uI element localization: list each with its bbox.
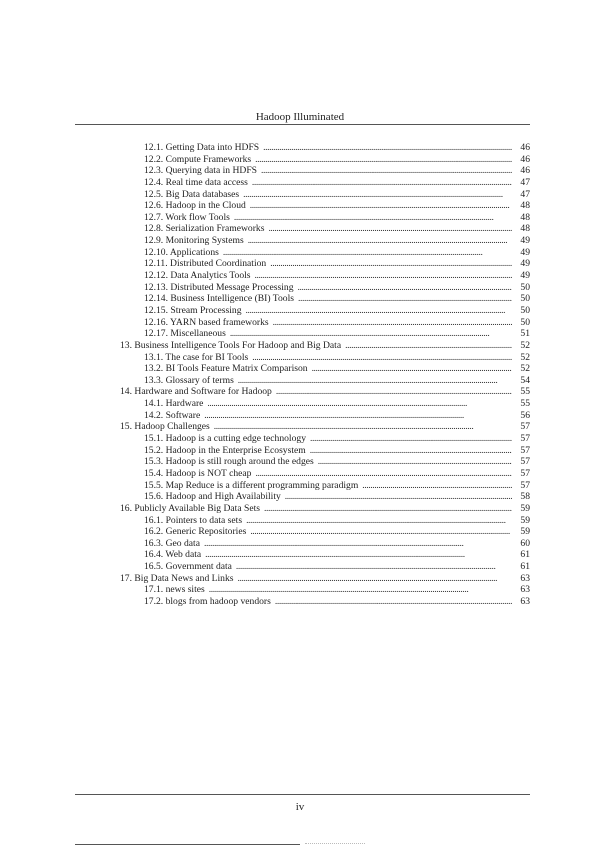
toc-dot-leader <box>246 305 512 317</box>
toc-section-link[interactable] <box>0 596 600 608</box>
toc-page-number: 49 <box>520 246 530 258</box>
toc-dot-leader <box>230 328 512 340</box>
toc-dot-leader <box>298 293 512 305</box>
toc-dot-leader <box>252 177 512 189</box>
next-page-edge-faint <box>305 843 365 844</box>
toc-section-link[interactable] <box>0 258 600 270</box>
toc-section-link[interactable] <box>0 293 600 305</box>
toc-dot-leader <box>270 258 512 270</box>
toc-dot-leader <box>263 142 512 154</box>
toc-section-link[interactable] <box>0 154 600 166</box>
toc-entry-title: 12.3. Querying data in HDFS <box>144 165 257 177</box>
toc-dot-leader <box>243 189 512 201</box>
toc-section-link[interactable] <box>0 375 600 387</box>
toc-entry-title: 12.12. Data Analytics Tools <box>144 270 251 282</box>
toc-page-number: 55 <box>520 386 530 398</box>
footer-divider <box>75 794 530 795</box>
toc-page-number: 51 <box>520 328 530 340</box>
toc-section-link[interactable] <box>0 526 600 538</box>
toc-entry-title: 12.1. Getting Data into HDFS <box>144 142 260 153</box>
toc-dot-leader <box>273 317 512 329</box>
toc-section-link[interactable] <box>0 445 600 457</box>
toc-dot-leader <box>209 584 512 596</box>
toc-chapter-link[interactable] <box>0 503 600 515</box>
toc-page-number: 46 <box>520 153 530 165</box>
toc-section-link[interactable] <box>0 515 600 527</box>
toc-dot-leader <box>205 549 512 561</box>
toc-entry-title: 12.14. Business Intelligence (BI) Tools <box>144 293 294 305</box>
toc-entry-title: 12.11. Distributed Coordination <box>144 258 267 270</box>
toc-page-number: 57 <box>520 479 530 491</box>
toc-entry-title: 16.1. Pointers to data sets <box>144 514 243 526</box>
toc-page-number: 63 <box>520 572 530 584</box>
toc-entry-title: 12.15. Stream Processing <box>144 304 242 316</box>
toc-dot-leader <box>207 398 512 410</box>
toc-dot-leader <box>276 386 512 398</box>
toc-entry-title: 15.2. Hadoop in the Enterprise Ecosystem <box>144 444 306 456</box>
toc-page-number: 63 <box>520 595 530 607</box>
toc-entry-title: 16.5. Government data <box>144 561 232 573</box>
toc-chapter-link[interactable] <box>0 421 600 433</box>
toc-page-number: 52 <box>520 339 530 351</box>
toc-page-number: 57 <box>520 421 530 433</box>
toc-section-link[interactable] <box>0 165 600 177</box>
toc-section-link[interactable] <box>0 223 600 235</box>
toc-entry-title: 15. Hadoop Challenges <box>120 421 210 433</box>
toc-section-link[interactable] <box>0 584 600 596</box>
toc-page-number: 59 <box>520 502 530 514</box>
toc-entry-title: 17.2. blogs from hadoop vendors <box>144 595 271 607</box>
toc-page-number: 60 <box>520 537 530 549</box>
toc-dot-leader <box>275 596 512 608</box>
toc-dot-leader <box>312 363 512 375</box>
toc-dot-leader <box>255 468 512 480</box>
toc-page-number: 46 <box>520 165 530 177</box>
toc-entry-title: 17.1. news sites <box>144 584 205 596</box>
toc-page-number: 57 <box>520 467 530 479</box>
toc-entry-title: 14.2. Software <box>144 409 201 421</box>
toc-page-number: 47 <box>520 188 530 200</box>
toc-page-number: 48 <box>520 223 530 235</box>
toc-section-link[interactable] <box>0 538 600 550</box>
toc-dot-leader <box>223 247 512 259</box>
toc-section-link[interactable] <box>0 352 600 364</box>
toc-chapter-link[interactable] <box>0 340 600 352</box>
toc-entry-title: 15.5. Map Reduce is a different programming paradigm <box>144 479 359 491</box>
toc-dot-leader <box>268 223 512 235</box>
toc-dot-leader <box>261 165 512 177</box>
toc-dot-leader <box>310 433 512 445</box>
toc-section-link[interactable] <box>0 212 600 224</box>
toc-page-number: 50 <box>520 304 530 316</box>
running-header: Hadoop Illuminated <box>255 111 345 123</box>
toc-entry-title: 13.2. BI Tools Feature Matrix Comparison <box>144 363 308 375</box>
toc-section-link[interactable] <box>0 282 600 294</box>
toc-entry-title: 16.3. Geo data <box>144 537 200 549</box>
toc-section-link[interactable] <box>0 142 600 154</box>
toc-page-number: 50 <box>520 281 530 293</box>
toc-section-link[interactable] <box>0 561 600 573</box>
toc-entry-title: 12.13. Distributed Message Processing <box>144 281 294 293</box>
toc-page-number: 48 <box>520 200 530 212</box>
toc-section-link[interactable] <box>0 363 600 375</box>
toc-page-number: 57 <box>520 444 530 456</box>
toc-page-number: 56 <box>520 409 530 421</box>
next-page-edge <box>75 844 300 845</box>
table-of-contents <box>0 142 600 608</box>
toc-entry-title: 14.1. Hardware <box>144 398 204 410</box>
toc-page-number: 48 <box>520 211 530 223</box>
toc-page-number: 46 <box>520 142 530 153</box>
toc-dot-leader <box>362 480 512 492</box>
toc-page-number: 61 <box>520 549 530 561</box>
toc-dot-leader <box>236 561 512 573</box>
toc-page-number: 47 <box>520 176 530 188</box>
toc-entry-title: 14. Hardware and Software for Hadoop <box>120 386 272 398</box>
toc-section-link[interactable] <box>0 177 600 189</box>
toc-entry-title: 16.2. Generic Repositories <box>144 526 247 538</box>
toc-dot-leader <box>238 573 512 585</box>
toc-dot-leader <box>248 235 512 247</box>
toc-page-number: 49 <box>520 270 530 282</box>
toc-entry-title: 13. Business Intelligence Tools For Hadoop and Big Data <box>120 339 342 351</box>
toc-entry-title: 12.6. Hadoop in the Cloud <box>144 200 246 212</box>
toc-section-link[interactable] <box>0 491 600 503</box>
toc-page-number: 50 <box>520 293 530 305</box>
toc-section-link[interactable] <box>0 200 600 212</box>
page-number: iv <box>295 801 305 813</box>
toc-section-link[interactable] <box>0 468 600 480</box>
toc-section-link[interactable] <box>0 328 600 340</box>
toc-dot-leader <box>345 340 512 352</box>
toc-section-link[interactable] <box>0 398 600 410</box>
header-divider <box>75 124 530 125</box>
toc-dot-leader <box>246 515 512 527</box>
toc-page-number: 52 <box>520 351 530 363</box>
toc-entry-title: 13.3. Glossary of terms <box>144 374 234 386</box>
toc-dot-leader <box>234 212 512 224</box>
toc-dot-leader <box>255 154 512 166</box>
toc-entry-title: 12.10. Applications <box>144 246 219 258</box>
toc-entry-title: 12.5. Big Data databases <box>144 188 240 200</box>
toc-section-link[interactable] <box>0 410 600 422</box>
toc-entry-title: 12.17. Miscellaneous <box>144 328 226 340</box>
toc-page-number: 50 <box>520 316 530 328</box>
toc-section-link[interactable] <box>0 305 600 317</box>
toc-section-link[interactable] <box>0 456 600 468</box>
toc-section-link[interactable] <box>0 317 600 329</box>
toc-entry-title: 15.3. Hadoop is still rough around the edges <box>144 456 314 468</box>
toc-page-number: 52 <box>520 363 530 375</box>
toc-section-link[interactable] <box>0 433 600 445</box>
toc-entry-title: 17. Big Data News and Links <box>120 572 234 584</box>
toc-section-link[interactable] <box>0 235 600 247</box>
toc-dot-leader <box>238 375 512 387</box>
toc-page-number: 55 <box>520 398 530 410</box>
toc-entry-title: 16.4. Web data <box>144 549 202 561</box>
toc-page-number: 58 <box>520 491 530 503</box>
toc-dot-leader <box>252 352 512 364</box>
toc-dot-leader <box>255 270 512 282</box>
toc-section-link[interactable] <box>0 189 600 201</box>
toc-entry-title: 12.9. Monitoring Systems <box>144 235 244 247</box>
toc-dot-leader <box>204 410 512 422</box>
toc-entry-title: 12.2. Compute Frameworks <box>144 153 252 165</box>
toc-entry-title: 15.1. Hadoop is a cutting edge technology <box>144 433 306 445</box>
toc-entry-title: 13.1. The case for BI Tools <box>144 351 249 363</box>
toc-page-number: 63 <box>520 584 530 596</box>
toc-dot-leader <box>318 456 512 468</box>
toc-dot-leader <box>264 503 512 515</box>
toc-page-number: 54 <box>520 374 530 386</box>
toc-entry-title: 12.7. Work flow Tools <box>144 211 230 223</box>
toc-entry-title: 15.4. Hadoop is NOT cheap <box>144 467 252 479</box>
toc-section-link[interactable] <box>0 247 600 259</box>
toc-dot-leader <box>298 282 513 294</box>
toc-entry-title: 12.4. Real time data access <box>144 176 248 188</box>
toc-entry-title: 12.16. YARN based frameworks <box>144 316 269 328</box>
toc-dot-leader <box>250 200 512 212</box>
toc-page-number: 49 <box>520 258 530 270</box>
toc-section-link[interactable] <box>0 270 600 282</box>
toc-page-number: 57 <box>520 456 530 468</box>
toc-dot-leader <box>204 538 512 550</box>
toc-dot-leader <box>250 526 512 538</box>
toc-chapter-link[interactable] <box>0 573 600 585</box>
toc-dot-leader <box>310 445 512 457</box>
toc-chapter-link[interactable] <box>0 386 600 398</box>
toc-page-number: 49 <box>520 235 530 247</box>
toc-entry-title: 15.6. Hadoop and High Availability <box>144 491 281 503</box>
toc-entry-title: 12.8. Serialization Frameworks <box>144 223 265 235</box>
toc-section-link[interactable] <box>0 549 600 561</box>
toc-page-number: 57 <box>520 433 530 445</box>
toc-page-number: 59 <box>520 514 530 526</box>
toc-section-link[interactable] <box>0 480 600 492</box>
toc-page-number: 61 <box>520 561 530 573</box>
toc-dot-leader <box>285 491 512 503</box>
toc-page-number: 59 <box>520 526 530 538</box>
toc-entry-title: 16. Publicly Available Big Data Sets <box>120 502 260 514</box>
toc-dot-leader <box>214 421 512 433</box>
